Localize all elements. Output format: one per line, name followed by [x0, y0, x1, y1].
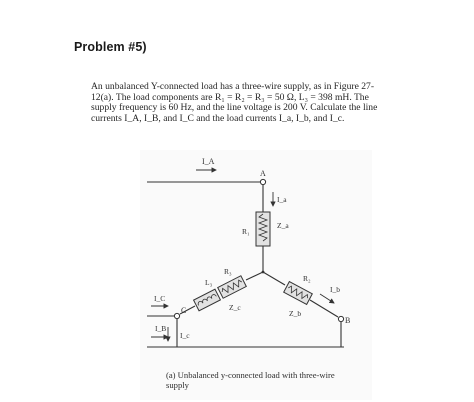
label-Ia: I_a	[277, 195, 287, 204]
label-R1: R₁	[242, 227, 250, 236]
terminal-a	[260, 179, 265, 184]
problem-statement: An unbalanced Y-connected load has a three-wire supply, as in Figure 27-12(a). The load components are R₁ = R₂ = R₃ = 50 Ω, L₃ = 398 mH. The supply frequency is 60 Hz, and the line voltage is 200 V. Calculate the line currents I_A, I_B, and I_C and the load currents I_a, I_b, and I_c.	[91, 81, 378, 124]
label-R2: R₂	[303, 274, 311, 283]
label-Ib: I_b	[330, 285, 340, 294]
label-Zb: Z_b	[289, 309, 302, 318]
label-Ic: I_c	[180, 331, 190, 340]
problem-heading: Problem #5)	[74, 40, 147, 54]
label-IC: I_C	[154, 294, 166, 303]
label-B: B	[345, 316, 351, 325]
figure-caption: (a) Unbalanced y-connected load with three-wire supply	[166, 370, 335, 390]
label-IB: I_B	[155, 324, 167, 333]
terminal-b	[338, 316, 343, 321]
label-Zc: Z_c	[229, 303, 241, 312]
label-C: C	[181, 306, 187, 315]
label-L3: L₃	[205, 278, 213, 287]
label-R3: R₃	[224, 267, 232, 276]
label-IA: I_A	[202, 157, 215, 166]
terminal-c	[174, 313, 179, 318]
label-A: A	[260, 169, 266, 178]
label-Za: Z_a	[277, 221, 289, 230]
